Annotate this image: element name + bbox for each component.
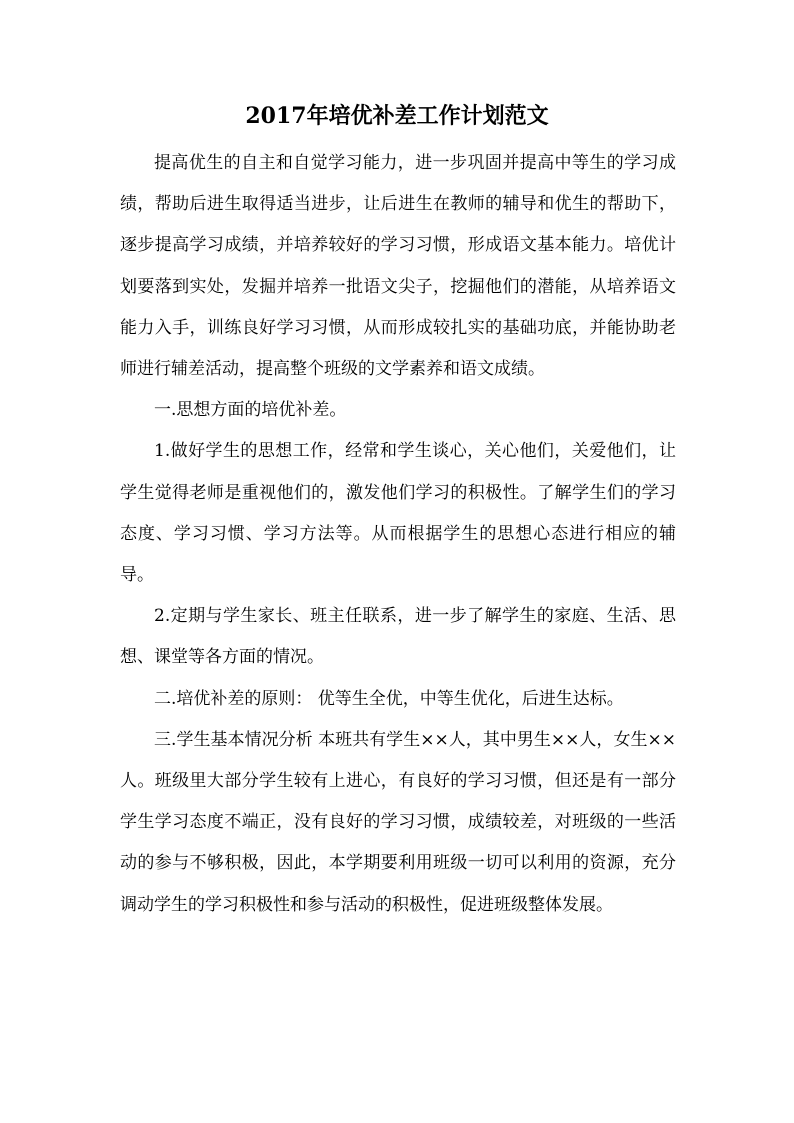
document-body — [120, 143, 676, 926]
document-title: 2017年培优补差工作计划范文 — [245, 103, 549, 129]
paragraph-item-one: 1.做好学生的思想工作，经常和学生谈心，关心他们，关爱他们，让学生觉得老师是重视他们的，激发他们学习的积极性。了解学生们的学习态度、学习习惯、学习方法等。从而根据学生的思想心态进行相应的辅导。 — [120, 441, 676, 586]
paragraph-section-one-heading: 一.思想方面的培优补差。 — [154, 400, 347, 421]
paragraph-item-two: 2.定期与学生家长、班主任联系，进一步了解学生的家庭、生活、思想、课堂等各方面的情况。 — [120, 606, 676, 668]
paragraph-intro: 提高优生的自主和自觉学习能力，进一步巩固并提高中等生的学习成绩，帮助后进生取得适当进步，让后进生在教师的辅导和优生的帮助下，逐步提高学习成绩，并培养较好的学习习惯，形成语文基本能力。培优计划要落到实处，发掘并培养一批语文尖子，挖掘他们的潜能，从培养语文能力入手，训练良好学习习惯，从而形成较扎实的基础功底，并能协助老师进行辅差活动，提高整个班级的文学素养和语文成绩。 — [120, 153, 676, 380]
paragraph-student-analysis: 三.学生基本情况分析 本班共有学生××人，其中男生××人，女生××人。班级里大部分学生较有上进心，有良好的学习习惯，但还是有一部分学生学习态度不端正，没有良好的学习习惯，成绩较差，对班级的一些活动的参与不够积极，因此，本学期要利用班级一切可以利用的资源，充分调动学生的学习积极性和参与活动的积极性，促进班级整体发展。 — [120, 729, 676, 915]
paragraph-principles: 二.培优补差的原则： 优等生全优，中等生优化，后进生达标。 — [154, 688, 624, 709]
